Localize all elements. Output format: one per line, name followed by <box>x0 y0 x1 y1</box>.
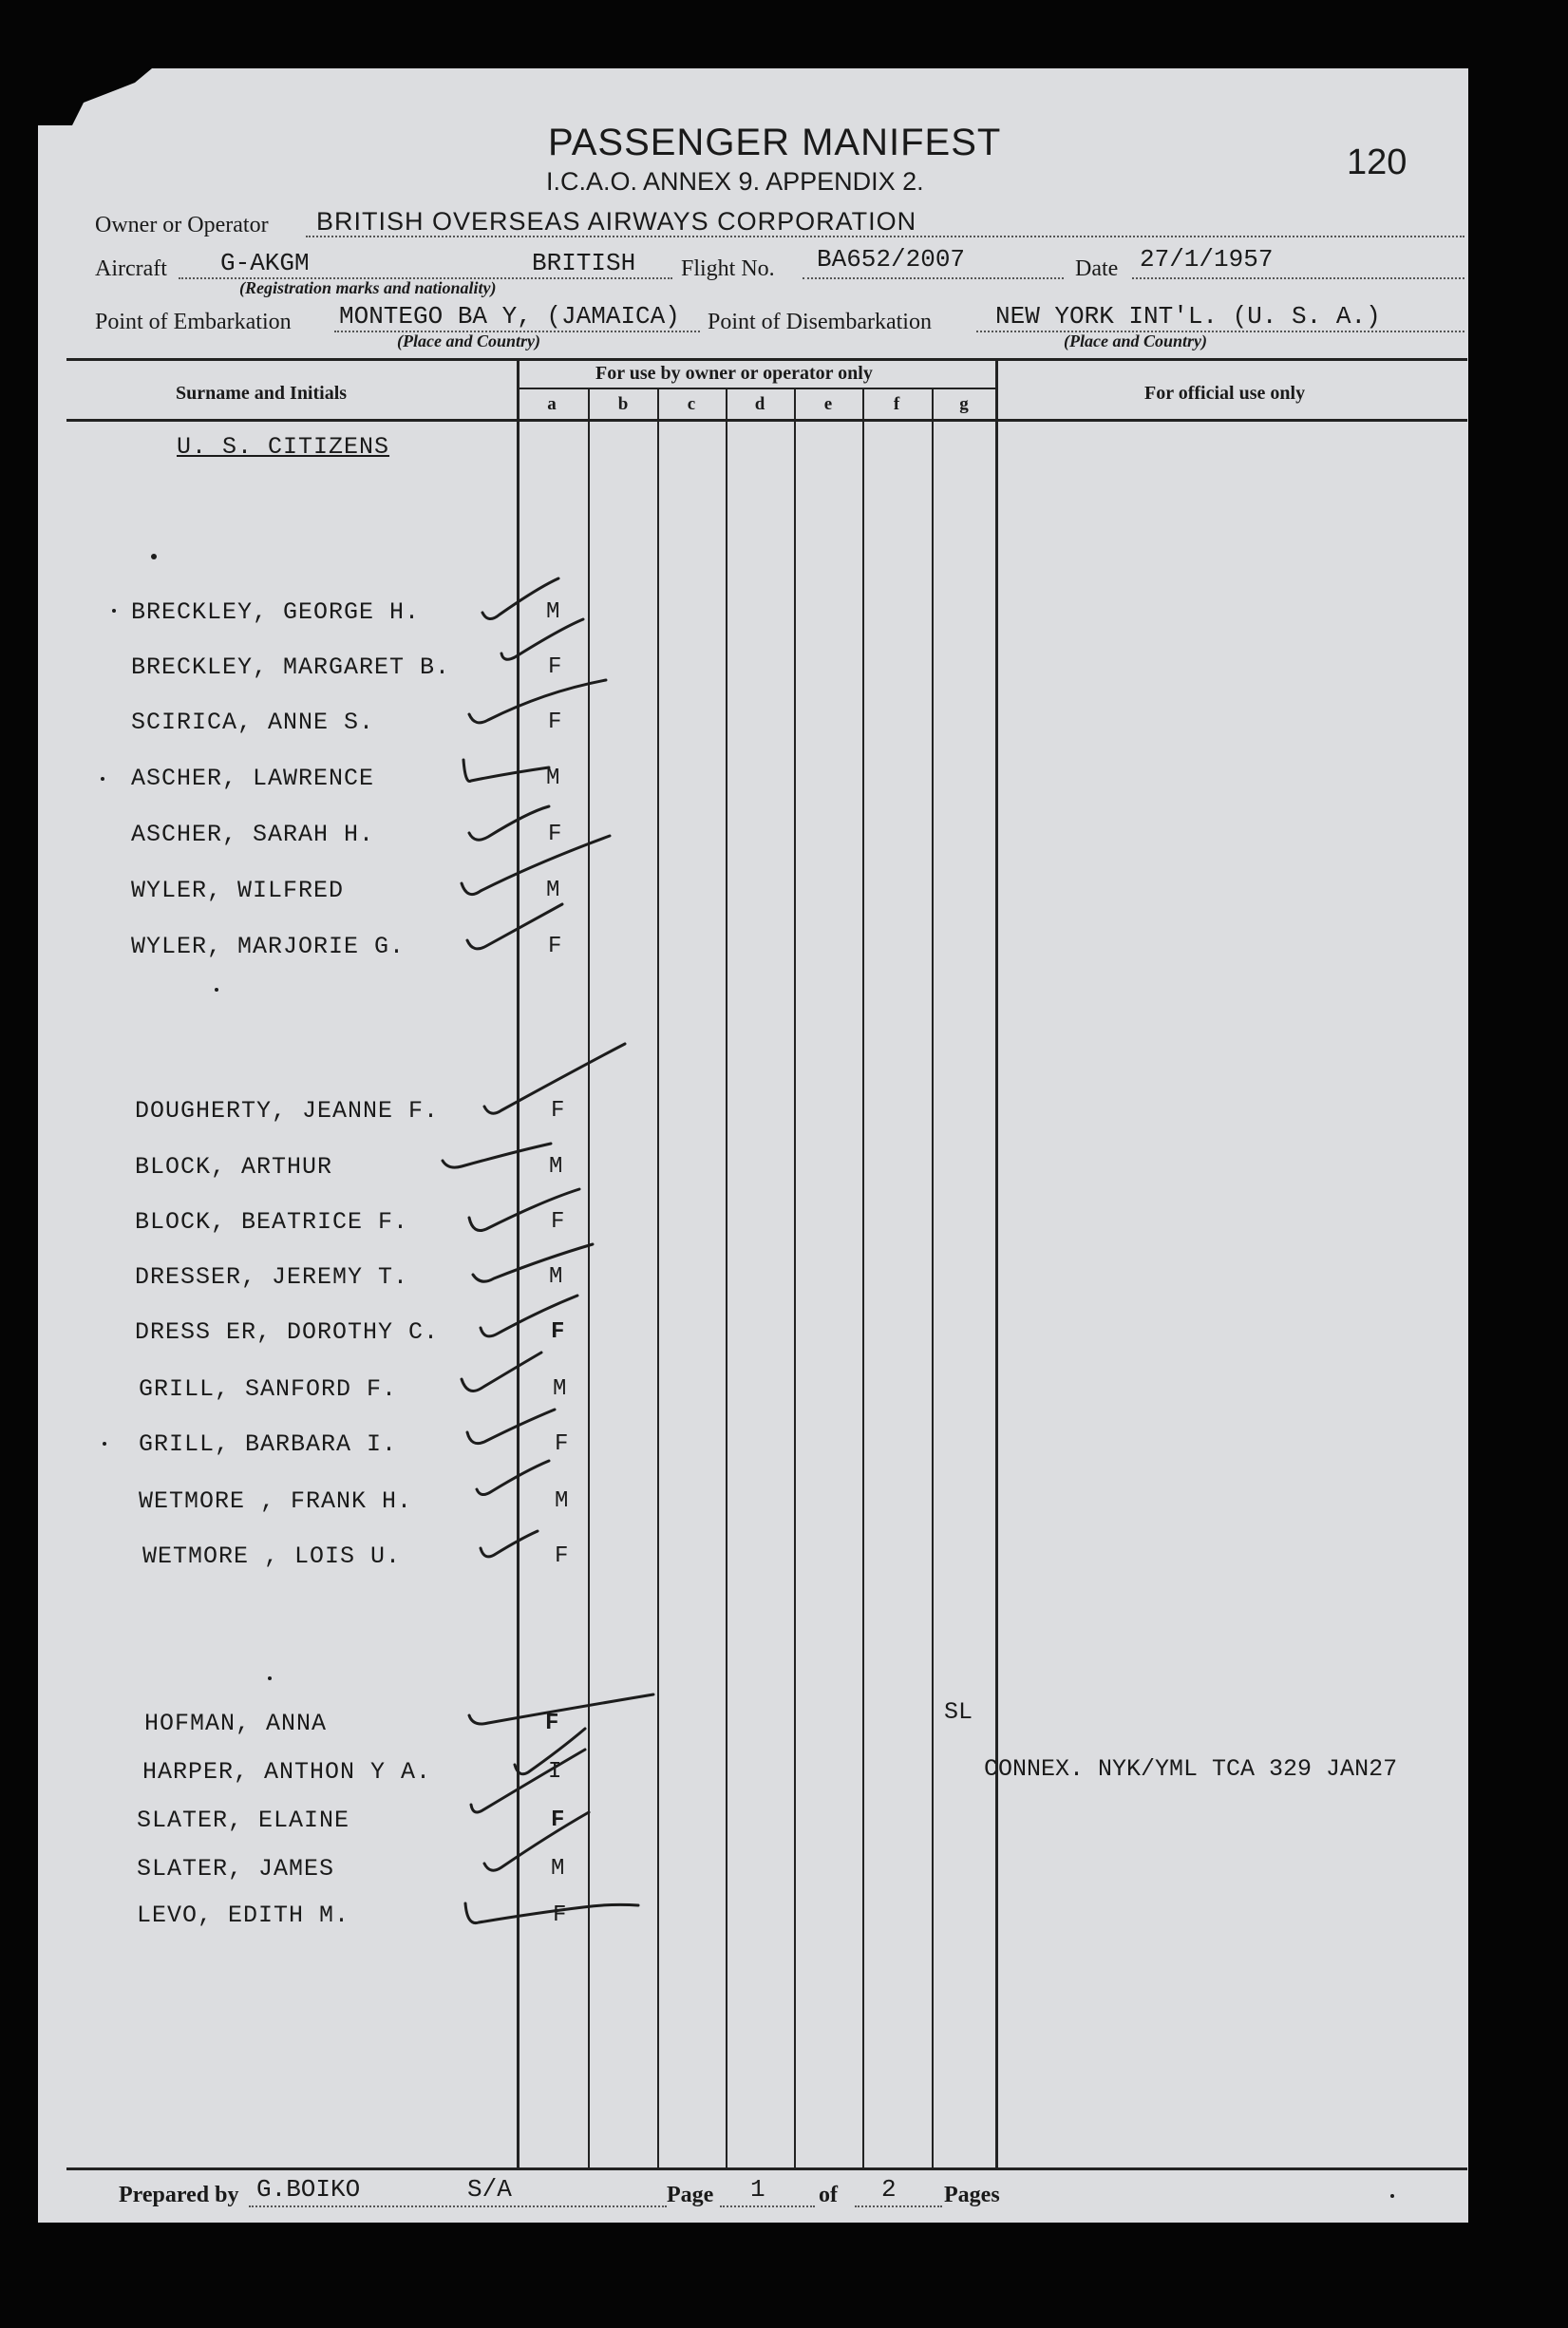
aircraft-label: Aircraft <box>95 256 167 281</box>
check-mark <box>469 1694 653 1724</box>
prepared-dotline <box>249 2205 667 2207</box>
check-mark <box>469 680 606 723</box>
passenger-sex: F <box>551 1098 565 1124</box>
embarkation-label: Point of Embarkation <box>95 310 292 334</box>
passenger-name: SLATER, ELAINE <box>137 1807 350 1834</box>
embarkation-value: MONTEGO BA Y, (JAMAICA) <box>339 302 680 331</box>
section-title: U. S. CITIZENS <box>177 433 390 461</box>
passenger-sex: M <box>546 878 560 903</box>
passenger-sex: F <box>555 1543 569 1569</box>
passenger-sex: F <box>548 934 562 959</box>
passenger-name: WETMORE , LOIS U. <box>142 1543 402 1570</box>
passenger-name: BLOCK, ARTHUR <box>135 1153 333 1181</box>
passenger-name: HOFMAN, ANNA <box>144 1710 328 1737</box>
passenger-sex: M <box>551 1856 565 1882</box>
flight-label: Flight No. <box>681 256 775 281</box>
col-letter-f: f <box>893 394 900 414</box>
stray-mark <box>112 609 116 613</box>
passenger-name: GRILL, SANFORD F. <box>139 1375 398 1403</box>
col-letter-e: e <box>823 394 833 414</box>
passenger-sex: F <box>551 1319 565 1345</box>
check-mark <box>462 1353 541 1391</box>
passenger-name: BRECKLEY, GEORGE H. <box>131 598 421 626</box>
disembarkation-hint: (Place and Country) <box>1064 331 1207 350</box>
official-note: CONNEX. NYK/YML TCA 329 JAN27 <box>984 1755 1398 1783</box>
col-letter-a: a <box>547 394 557 414</box>
passenger-sex: I <box>548 1759 562 1785</box>
header-owner-use: For use by owner or operator only <box>595 363 873 384</box>
passenger-sex: F <box>548 654 562 680</box>
document-title: PASSENGER MANIFEST <box>548 122 1002 163</box>
passenger-sex: M <box>546 599 560 625</box>
passenger-sex: F <box>548 822 562 847</box>
page-label: Page <box>667 2183 714 2207</box>
passenger-sex: F <box>545 1711 559 1736</box>
header-surname: Surname and Initials <box>176 383 348 404</box>
of-dotline <box>855 2205 942 2207</box>
preparer-title: S/A <box>467 2175 512 2204</box>
passenger-name: ASCHER, LAWRENCE <box>131 765 375 792</box>
passenger-sex: F <box>555 1431 569 1457</box>
passenger-name: ASCHER, SARAH H. <box>131 821 375 848</box>
disembarkation-value: NEW YORK INT'L. (U. S. A.) <box>995 302 1381 331</box>
check-mark <box>469 1189 579 1231</box>
check-mark <box>481 1296 577 1336</box>
stray-mark <box>151 554 157 559</box>
owner-value: BRITISH OVERSEAS AIRWAYS CORPORATION <box>316 207 917 236</box>
page-value: 1 <box>750 2175 765 2204</box>
passenger-sex: F <box>551 1808 565 1833</box>
passenger-sex: F <box>548 710 562 735</box>
of-label: of <box>819 2183 838 2207</box>
check-mark <box>481 1531 538 1557</box>
check-mark <box>462 836 610 895</box>
date-value: 27/1/1957 <box>1140 245 1274 274</box>
check-mark <box>484 1044 625 1113</box>
document-subtitle: I.C.A.O. ANNEX 9. APPENDIX 2. <box>546 167 924 196</box>
check-mark <box>469 806 549 840</box>
pages-label: Pages <box>944 2183 1000 2207</box>
passenger-sex: F <box>553 1902 567 1928</box>
passenger-name: SCIRICA, ANNE S. <box>131 709 375 736</box>
passenger-sex: M <box>549 1264 563 1290</box>
stray-mark <box>1390 2194 1394 2198</box>
stray-mark <box>268 1676 272 1680</box>
check-mark <box>515 1729 585 1774</box>
of-value: 2 <box>881 2175 897 2204</box>
passenger-name: HARPER, ANTHON Y A. <box>142 1758 432 1786</box>
passenger-name: DRESS ER, DOROTHY C. <box>135 1318 440 1346</box>
check-mark <box>467 1410 555 1444</box>
disembarkation-label: Point of Disembarkation <box>708 310 932 334</box>
passenger-sex: M <box>549 1154 563 1180</box>
owner-label: Owner or Operator <box>95 213 269 237</box>
passenger-name: DOUGHERTY, JEANNE F. <box>135 1097 440 1125</box>
passenger-name: BRECKLEY, MARGARET B. <box>131 653 451 681</box>
passenger-sex: M <box>553 1376 567 1402</box>
col-g-note: SL <box>944 1698 973 1726</box>
date-label: Date <box>1075 256 1119 281</box>
flight-value: BA652/2007 <box>817 245 966 274</box>
check-mark <box>477 1461 549 1495</box>
page-number: 120 <box>1347 142 1407 182</box>
col-letter-g: g <box>959 394 969 414</box>
passenger-name: BLOCK, BEATRICE F. <box>135 1208 409 1236</box>
prepared-by-value: G.BOIKO <box>256 2175 361 2204</box>
check-mark <box>465 1903 638 1923</box>
passenger-name: WETMORE , FRANK H. <box>139 1487 413 1515</box>
passenger-sex: M <box>546 766 560 791</box>
check-mark <box>482 578 558 619</box>
check-mark <box>471 1750 585 1812</box>
header-official-use: For official use only <box>1144 383 1306 404</box>
check-mark <box>501 619 583 659</box>
aircraft-registration: G-AKGM <box>220 249 310 277</box>
prepared-by-label: Prepared by <box>119 2183 239 2207</box>
passenger-sex: M <box>555 1488 569 1514</box>
col-letter-d: d <box>754 394 765 414</box>
stray-mark <box>215 988 218 992</box>
check-mark <box>443 1144 551 1167</box>
passenger-name: WYLER, MARJORIE G. <box>131 933 406 960</box>
stray-mark <box>101 777 104 781</box>
embarkation-hint: (Place and Country) <box>397 331 540 350</box>
check-mark <box>484 1812 589 1870</box>
passenger-name: WYLER, WILFRED <box>131 877 345 904</box>
passenger-name: SLATER, JAMES <box>137 1855 335 1883</box>
col-letter-c: c <box>687 394 696 414</box>
check-mark <box>473 1244 593 1281</box>
aircraft-nationality: BRITISH <box>532 249 636 277</box>
passenger-name: DRESSER, JEREMY T. <box>135 1263 409 1291</box>
aircraft-hint: (Registration marks and nationality) <box>239 278 497 297</box>
passenger-sex: F <box>551 1209 565 1235</box>
check-mark <box>467 904 562 949</box>
col-letter-b: b <box>617 394 629 414</box>
page-dotline <box>720 2205 815 2207</box>
passenger-name: LEVO, EDITH M. <box>137 1902 350 1929</box>
passenger-name: GRILL, BARBARA I. <box>139 1430 398 1458</box>
check-mark <box>463 760 549 782</box>
stray-mark <box>103 1442 106 1446</box>
